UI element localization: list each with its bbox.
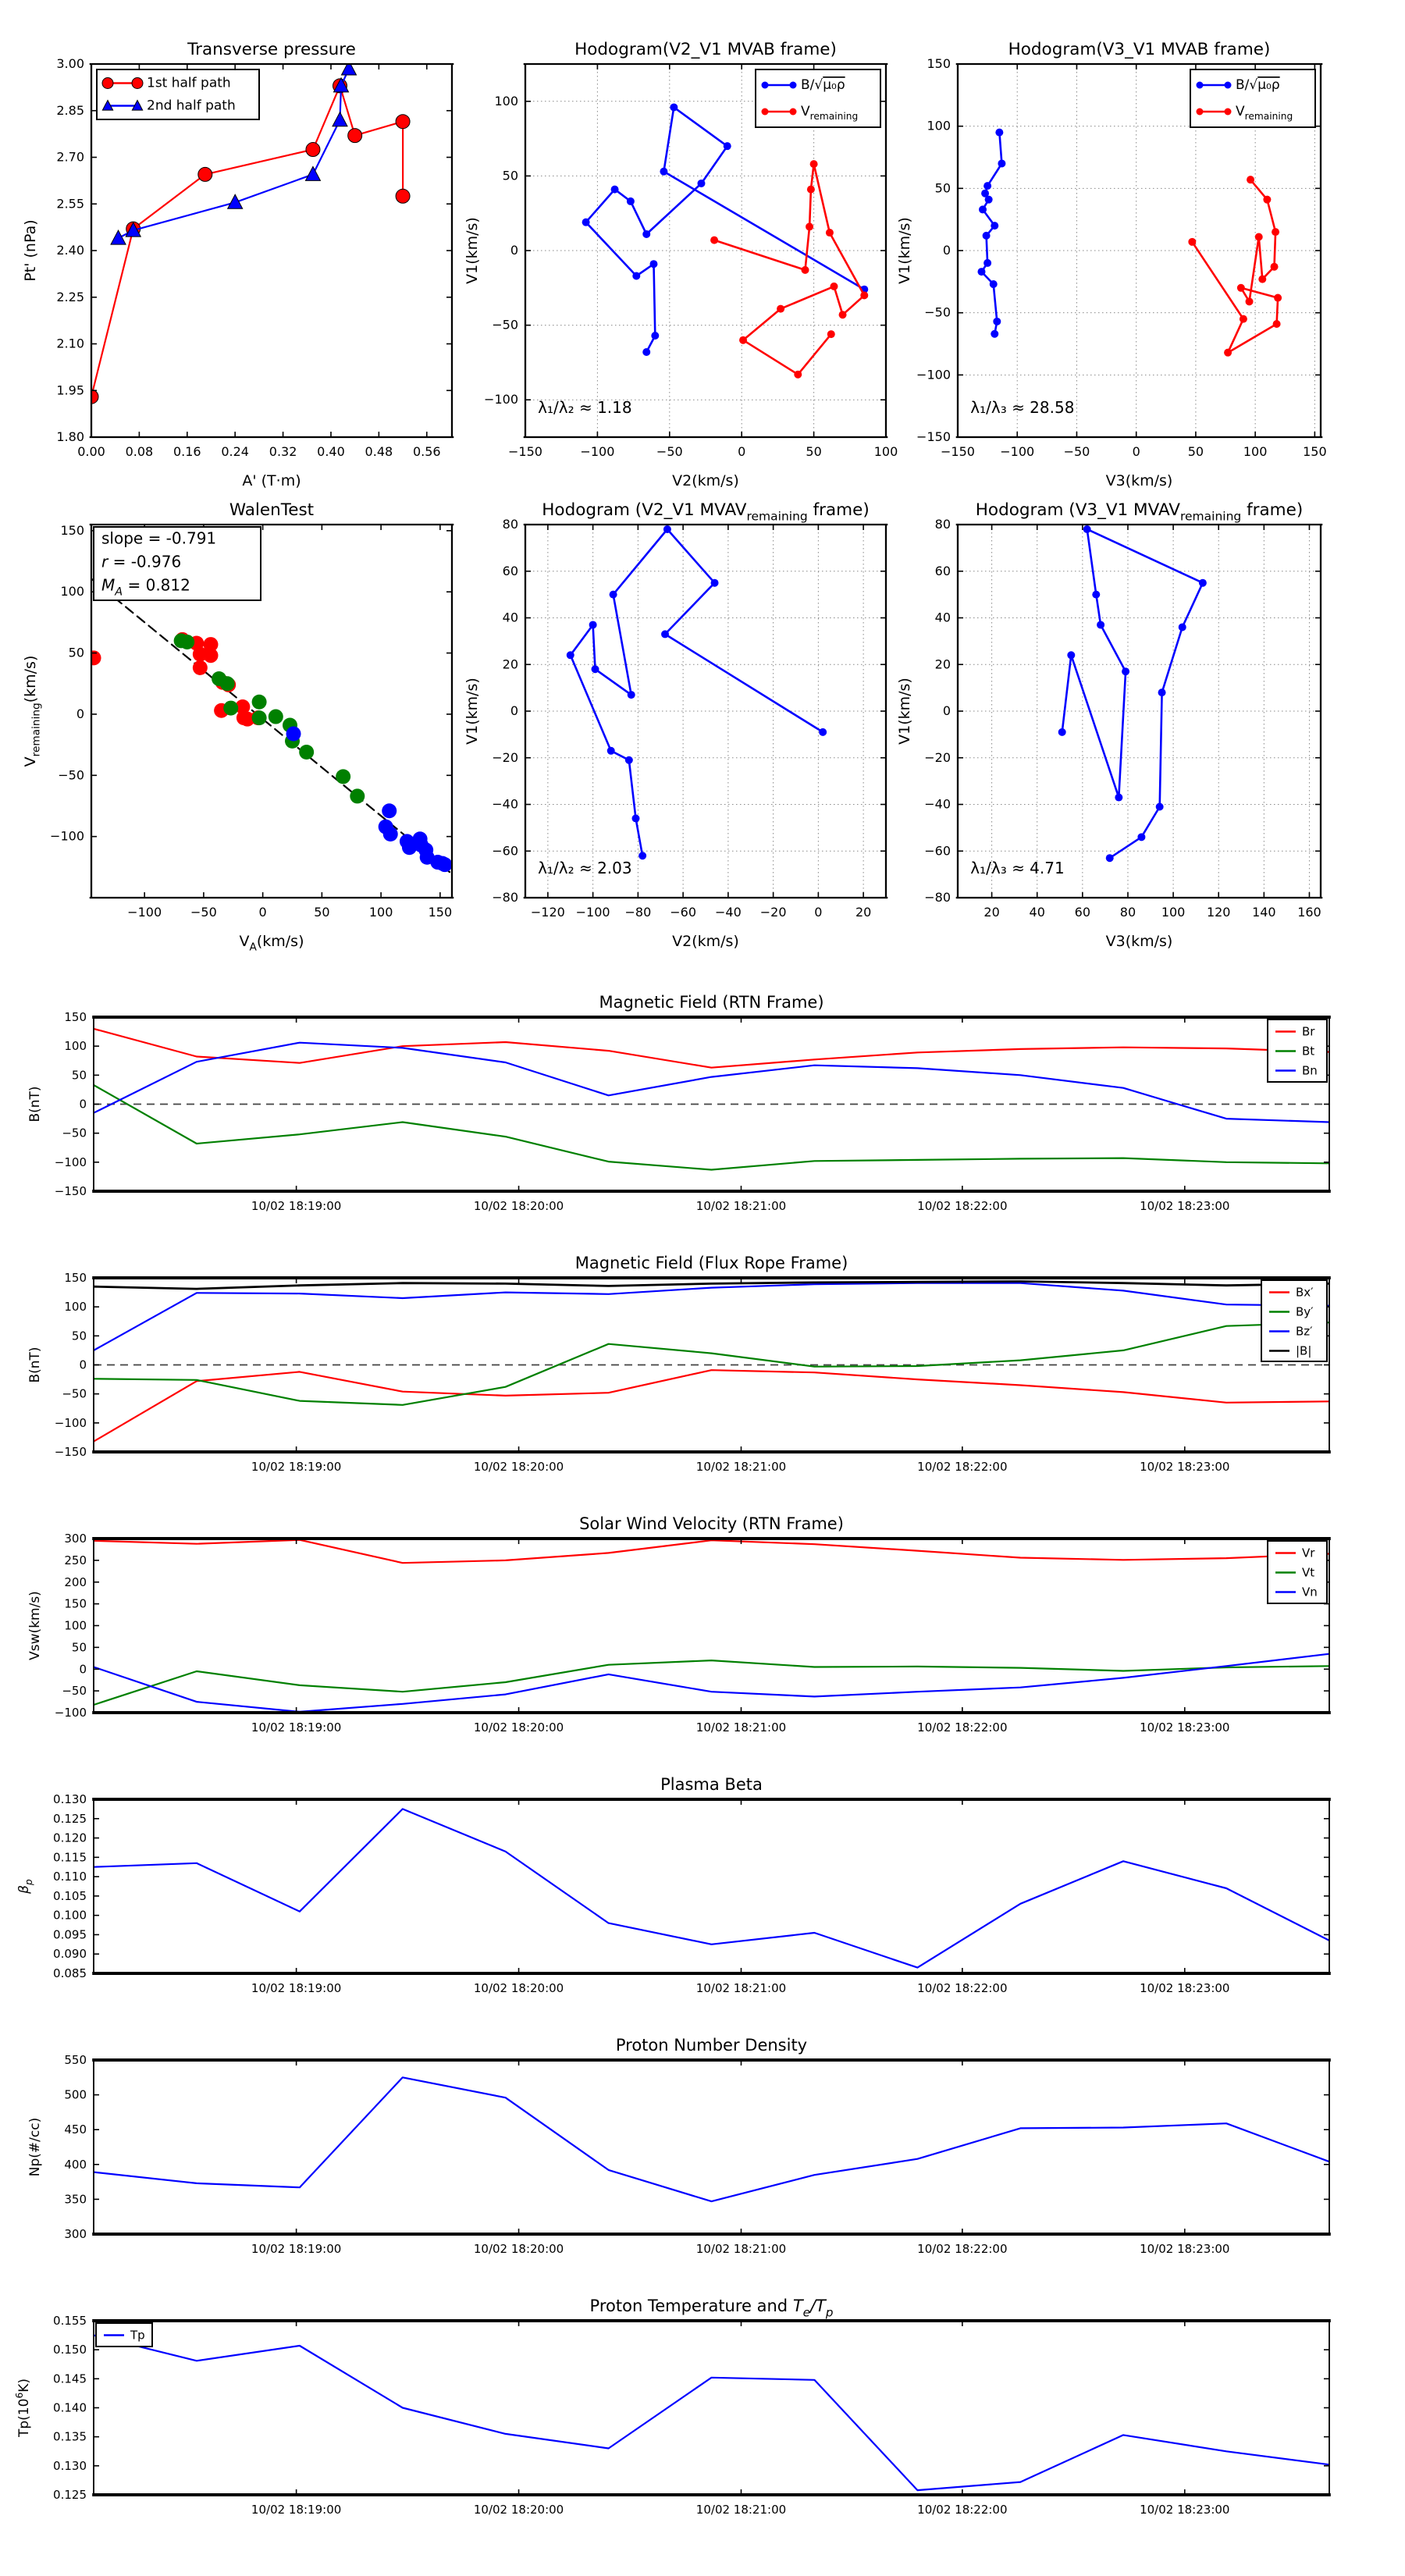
b-rtn-ytick-6: 150 (64, 1010, 87, 1024)
vsw-rtn-ytick-6: 200 (64, 1574, 87, 1589)
vsw-rtn-ylabel: Vsw(km/s) (27, 1591, 43, 1660)
b-fluxrope-xtick-3: 10/02 18:22:00 (917, 1460, 1008, 1474)
hodo-v2v1-mvav-xtick-2: −80 (624, 905, 652, 920)
b-fluxrope-xtick-2: 10/02 18:21:00 (695, 1460, 787, 1474)
plasma-beta-ytick-8: 0.125 (53, 1811, 87, 1826)
b-fluxrope-ytick-1: −100 (54, 1415, 87, 1430)
hodo-v2v1-mvav-ytick-1: −60 (492, 843, 518, 859)
plasma-beta-xtick-2: 10/02 18:21:00 (695, 1981, 787, 1995)
b-rtn-legend-label-2: Bn (1302, 1063, 1318, 1078)
vsw-rtn-legend (1268, 1541, 1327, 1603)
pt-curve-legend (97, 69, 259, 119)
vsw-rtn-xtick-1: 10/02 18:20:00 (473, 1720, 564, 1735)
walen-test-ytick-4: 100 (60, 584, 84, 600)
b-fluxrope-legend-label-0: Bx′ (1296, 1285, 1314, 1300)
plasma-beta-ticks (53, 1792, 1329, 1995)
hodo-v3v1-mvab-series-V remaining (1192, 180, 1278, 353)
hodo-v3v1-mvav-xtick-2: 60 (1074, 905, 1091, 920)
chart-plasma-beta (16, 1775, 1331, 1995)
b-rtn-ytick-5: 100 (64, 1039, 87, 1054)
chart-b-fluxrope (27, 1254, 1331, 1474)
chart-b-rtn (27, 993, 1331, 1213)
hodo-v3v1-mvav-ytick-8: 80 (934, 517, 951, 532)
hodo-v2v1-mvab-xtick-4: 50 (806, 444, 822, 459)
hodo-v2v1-mvab-legend-label-1: $V_{remaining}$ (801, 104, 859, 123)
walen-test-stats-line-0: slope = -0.791 (101, 528, 217, 548)
pt-curve-ytick-1: 1.95 (56, 382, 84, 398)
hodo-v2v1-mvab-series-V remaining (714, 164, 864, 375)
hodo-v2v1-mvav-xtick-3: −60 (670, 905, 697, 920)
b-fluxrope-ytick-3: 0 (79, 1357, 87, 1372)
pt-curve-ytick-0: 1.80 (56, 429, 84, 444)
vsw-rtn-xtick-3: 10/02 18:22:00 (917, 1720, 1008, 1735)
b-fluxrope-xtick-1: 10/02 18:20:00 (473, 1460, 564, 1474)
hodo-v2v1-mvav-ytick-4: 0 (510, 703, 518, 718)
hodo-v2v1-mvab-xtick-1: −100 (580, 444, 615, 459)
hodo-v2v1-mvab-xlabel: V2(km/s) (672, 472, 739, 489)
plasma-beta-xtick-1: 10/02 18:20:00 (473, 1981, 564, 1995)
vsw-rtn-ytick-5: 150 (64, 1596, 87, 1611)
plasma-beta-ytick-6: 0.115 (53, 1850, 87, 1865)
chart-hodo-v2v1-mvav (464, 500, 887, 950)
hodo-v3v1-mvab-xlabel: V3(km/s) (1105, 472, 1173, 489)
hodo-v3v1-mvab-ytick-1: −100 (916, 367, 951, 382)
hodo-v3v1-mvav-grid (958, 525, 1321, 898)
vsw-rtn-legend-label-2: Vn (1302, 1585, 1318, 1599)
proton-temp-xtick-1: 10/02 18:20:00 (473, 2503, 564, 2517)
hodo-v2v1-mvab-title: Hodogram(V2_V1 MVAB frame) (574, 40, 837, 59)
proton-density-xtick-0: 10/02 18:19:00 (251, 2242, 342, 2256)
b-fluxrope-legend-label-2: Bz′ (1296, 1324, 1313, 1339)
hodo-v3v1-mvav-title: Hodogram (V3_V1 $MVAV_{remaining}$ frame) (975, 500, 1304, 524)
proton-temp-xtick-0: 10/02 18:19:00 (251, 2503, 342, 2517)
proton-density-ytick-1: 350 (64, 2192, 87, 2207)
vsw-rtn-ytick-4: 100 (64, 1618, 87, 1633)
hodo-v2v1-mvab-ytick-4: 100 (494, 93, 518, 109)
proton-temp-ytick-4: 0.145 (53, 2371, 87, 2386)
pt-curve-title: Transverse pressure (187, 40, 356, 59)
hodo-v3v1-mvav-ytick-6: 40 (934, 610, 951, 625)
b-fluxrope-ytick-0: −150 (54, 1445, 87, 1459)
b-rtn-series-Br (94, 1029, 1329, 1068)
proton-temp-ytick-6: 0.155 (53, 2314, 87, 2328)
hodo-v3v1-mvav-xtick-5: 120 (1206, 905, 1231, 920)
hodo-v2v1-mvab-ytick-3: 50 (502, 168, 518, 183)
vsw-rtn-xtick-2: 10/02 18:21:00 (695, 1720, 787, 1735)
plasma-beta-title: Plasma Beta (660, 1775, 763, 1794)
hodo-v2v1-mvav-ytick-6: 40 (502, 610, 518, 625)
b-rtn-series-Bn (94, 1043, 1329, 1123)
vsw-rtn-xtick-0: 10/02 18:19:00 (251, 1720, 342, 1735)
proton-temp-legend-label-0: Tp (130, 2328, 145, 2343)
b-rtn-ticks (55, 1010, 1329, 1213)
b-fluxrope-legend-label-1: By′ (1296, 1304, 1314, 1319)
walen-test-xlabel: $V_A(km/s)$ (239, 933, 304, 954)
hodo-v3v1-mvab-legend-label-0: B/√μ₀ρ (1236, 77, 1280, 93)
hodo-v2v1-mvav-markers-V remaining path (567, 525, 827, 859)
proton-temp-legend (96, 2323, 152, 2347)
pt-curve-xlabel: A' (T·m) (242, 472, 301, 489)
b-rtn-xtick-0: 10/02 18:19:00 (251, 1199, 342, 1213)
hodo-v2v1-mvab-xtick-3: 0 (738, 444, 746, 459)
plasma-beta-ytick-1: 0.090 (53, 1947, 87, 1962)
hodo-v2v1-mvab-ytick-0: −100 (484, 392, 518, 407)
hodo-v3v1-mvab-xtick-5: 100 (1243, 444, 1268, 459)
vsw-rtn-ytick-7: 250 (64, 1553, 87, 1567)
hodo-v2v1-mvav-ytick-8: 80 (502, 517, 518, 532)
hodo-v2v1-mvav-ytick-7: 60 (502, 563, 518, 578)
b-fluxrope-ytick-5: 100 (64, 1300, 87, 1315)
b-fluxrope-ytick-4: 50 (71, 1329, 87, 1343)
hodo-v3v1-mvab-xtick-2: −50 (1063, 444, 1090, 459)
walen-test-ytick-3: 50 (68, 645, 84, 660)
proton-density-ytick-0: 300 (64, 2227, 87, 2241)
hodo-v2v1-mvav-xtick-0: −120 (530, 905, 565, 920)
b-rtn-ylabel: B(nT) (27, 1086, 43, 1123)
vsw-rtn-series-Vt (94, 1660, 1329, 1705)
chart-proton-temp (14, 2297, 1331, 2517)
pt-curve-ytick-2: 2.10 (56, 336, 84, 351)
plasma-beta-ytick-9: 0.130 (53, 1792, 87, 1806)
proton-density-xtick-2: 10/02 18:21:00 (695, 2242, 787, 2256)
proton-temp-ylabel: $Tp(10^6K)$ (13, 2379, 32, 2437)
b-rtn-xtick-2: 10/02 18:21:00 (695, 1199, 787, 1213)
b-fluxrope-ytick-6: 150 (64, 1271, 87, 1285)
b-fluxrope-xtick-4: 10/02 18:23:00 (1140, 1460, 1230, 1474)
walen-test-ytick-2: 0 (76, 706, 84, 721)
pt-curve-markers-1st half path (84, 79, 410, 404)
b-rtn-legend-label-0: Br (1302, 1024, 1315, 1039)
vsw-rtn-title: Solar Wind Velocity (RTN Frame) (579, 1514, 844, 1533)
proton-density-ytick-3: 450 (64, 2122, 87, 2137)
vsw-rtn-legend-label-0: Vr (1302, 1546, 1315, 1560)
b-fluxrope-ytick-2: −50 (62, 1386, 87, 1401)
pt-curve-xtick-6: 0.48 (365, 444, 393, 459)
b-fluxrope-ticks (55, 1271, 1329, 1474)
hodo-v2v1-mvav-ytick-0: −80 (492, 890, 518, 905)
hodo-v3v1-mvav-ytick-7: 60 (934, 563, 951, 578)
b-rtn-legend (1268, 1019, 1327, 1082)
chart-hodo-v3v1-mvav (896, 500, 1322, 950)
walen-test-xtick-5: 150 (428, 905, 453, 920)
hodo-v2v1-mvav-series-V remaining path (571, 529, 823, 856)
proton-temp-spines (92, 2321, 1331, 2495)
hodo-v2v1-mvab-xtick-0: −150 (508, 444, 542, 459)
proton-temp-ytick-5: 0.150 (53, 2343, 87, 2357)
hodo-v2v1-mvav-grid (525, 525, 886, 898)
b-fluxrope-series-Bz′ (94, 1283, 1329, 1350)
proton-density-xtick-4: 10/02 18:23:00 (1140, 2242, 1230, 2256)
hodo-v3v1-mvav-ytick-1: −60 (924, 843, 951, 859)
walen-test-xtick-1: −50 (190, 905, 217, 920)
walen-test-xtick-3: 50 (314, 905, 330, 920)
plasma-beta-spines (92, 1799, 1331, 1973)
vsw-rtn-ytick-3: 50 (71, 1640, 87, 1655)
hodo-v2v1-mvav-xtick-6: 0 (814, 905, 823, 920)
hodo-v3v1-mvab-ytick-3: 0 (942, 243, 951, 258)
proton-temp-xtick-3: 10/02 18:22:00 (917, 2503, 1008, 2517)
hodo-v3v1-mvav-xtick-1: 40 (1029, 905, 1045, 920)
pt-curve-xtick-4: 0.32 (269, 444, 297, 459)
hodo-v2v1-mvab-annotation-0: λ₁/λ₂ ≈ 1.18 (538, 397, 632, 417)
pt-curve-xtick-3: 0.24 (221, 444, 249, 459)
vsw-rtn-ticks (55, 1532, 1329, 1735)
plasma-beta-series-beta p (94, 1809, 1329, 1967)
hodo-v2v1-mvab-markers-V remaining (710, 160, 868, 379)
hodo-v3v1-mvav-ytick-0: −80 (924, 890, 951, 905)
proton-density-spines (92, 2060, 1331, 2234)
b-rtn-ytick-4: 50 (71, 1068, 87, 1083)
pt-curve-ytick-8: 3.00 (56, 56, 84, 71)
hodo-v2v1-mvav-xtick-1: −100 (575, 905, 610, 920)
pt-curve-legend-label-1: 2nd half path (147, 98, 236, 114)
hodo-v2v1-mvav-ytick-3: −20 (492, 749, 518, 765)
pt-curve-ytick-3: 2.25 (56, 289, 84, 304)
b-rtn-ytick-3: 0 (79, 1097, 87, 1112)
chart-proton-density (27, 2036, 1331, 2256)
hodo-v3v1-mvav-xtick-0: 20 (984, 905, 1000, 920)
hodo-v3v1-mvav-xtick-7: 160 (1297, 905, 1321, 920)
plasma-beta-xtick-3: 10/02 18:22:00 (917, 1981, 1008, 1995)
hodo-v2v1-mvav-ylabel: V1(km/s) (464, 678, 481, 745)
pt-curve-xtick-1: 0.08 (125, 444, 154, 459)
hodo-v2v1-mvav-ytick-2: −40 (492, 796, 518, 812)
walen-test-xtick-2: 0 (258, 905, 267, 920)
proton-density-xtick-1: 10/02 18:20:00 (473, 2242, 564, 2256)
hodo-v2v1-mvav-xtick-4: −40 (714, 905, 742, 920)
hodo-v2v1-mvav-xtick-5: −20 (759, 905, 787, 920)
hodo-v2v1-mvav-xtick-7: 20 (855, 905, 872, 920)
proton-temp-title: Proton Temperature and $T_e/T_p$ (589, 2297, 834, 2320)
hodo-v3v1-mvav-markers-V remaining path (1058, 525, 1207, 862)
b-rtn-xtick-3: 10/02 18:22:00 (917, 1199, 1008, 1213)
walen-test-ytick-0: −100 (50, 828, 84, 844)
walen-test-xtick-4: 100 (368, 905, 393, 920)
vsw-rtn-series-Vr (94, 1540, 1329, 1564)
hodo-v3v1-mvab-ytick-6: 150 (927, 56, 951, 71)
pt-curve-ytick-6: 2.70 (56, 149, 84, 165)
hodo-v3v1-mvav-series-V remaining path (1062, 529, 1203, 858)
hodo-v3v1-mvav-ytick-3: −20 (924, 749, 951, 765)
b-fluxrope-xtick-0: 10/02 18:19:00 (251, 1460, 342, 1474)
pt-curve-ylabel: Pt' (nPa) (22, 219, 39, 282)
proton-density-series-Np (94, 2077, 1329, 2201)
pt-curve-xtick-2: 0.16 (173, 444, 201, 459)
b-rtn-xtick-1: 10/02 18:20:00 (473, 1199, 564, 1213)
hodo-v3v1-mvab-ytick-0: −150 (916, 429, 951, 444)
vsw-rtn-xtick-4: 10/02 18:23:00 (1140, 1720, 1230, 1735)
walen-test-title: WalenTest (229, 500, 315, 520)
proton-density-xtick-3: 10/02 18:22:00 (917, 2242, 1008, 2256)
pt-curve-ytick-7: 2.85 (56, 102, 84, 118)
hodo-v2v1-mvav-title: Hodogram (V2_V1 $MVAV_{remaining}$ frame) (542, 500, 870, 524)
vsw-rtn-ytick-8: 300 (64, 1532, 87, 1546)
proton-density-title: Proton Number Density (615, 2036, 808, 2055)
pt-curve-ytick-4: 2.40 (56, 243, 84, 258)
walen-test-ytick-1: −50 (58, 767, 84, 783)
hodo-v2v1-mvab-ytick-1: −50 (492, 317, 518, 333)
hodo-v2v1-mvab-legend-label-0: B/√μ₀ρ (801, 77, 845, 93)
hodo-v3v1-mvav-spines (956, 525, 1323, 898)
hodo-v2v1-mvav-xlabel: V2(km/s) (672, 933, 739, 950)
b-fluxrope-legend-label-3: |B| (1296, 1343, 1312, 1358)
b-rtn-ytick-0: −150 (54, 1184, 87, 1198)
hodo-v3v1-mvab-xtick-4: 50 (1187, 444, 1204, 459)
hodo-v3v1-mvab-xtick-1: −100 (1000, 444, 1035, 459)
plasma-beta-xtick-0: 10/02 18:19:00 (251, 1981, 342, 1995)
walen-test-stats-line-1: r = -0.976 (101, 552, 182, 571)
b-rtn-ytick-1: −100 (54, 1155, 87, 1169)
pt-curve-ytick-5: 2.55 (56, 196, 84, 212)
proton-temp-ytick-0: 0.125 (53, 2488, 87, 2502)
plasma-beta-ytick-0: 0.085 (53, 1966, 87, 1980)
hodo-v2v1-mvab-xtick-5: 100 (873, 444, 898, 459)
plasma-beta-ytick-4: 0.105 (53, 1888, 87, 1903)
hodo-v3v1-mvab-xtick-6: 150 (1303, 444, 1327, 459)
plasma-beta-ytick-7: 0.120 (53, 1831, 87, 1845)
plasma-beta-ytick-2: 0.095 (53, 1927, 87, 1942)
hodo-v2v1-mvab-xtick-2: −50 (656, 444, 683, 459)
walen-test-stats-box (94, 527, 261, 600)
pt-curve-xtick-7: 0.56 (412, 444, 441, 459)
chart-pt-curve (22, 40, 454, 489)
b-rtn-series-Bt (94, 1085, 1329, 1170)
hodo-v3v1-mvav-annotation-0: λ₁/λ₃ ≈ 4.71 (970, 858, 1065, 877)
walen-test-stats-line-2: $M_A = 0.812$ (101, 575, 190, 599)
vsw-rtn-legend-label-1: Vt (1302, 1565, 1315, 1580)
hodo-v3v1-mvav-ytick-5: 20 (934, 656, 951, 672)
plasma-beta-ytick-5: 0.110 (53, 1870, 87, 1884)
hodo-v2v1-mvab-ylabel: V1(km/s) (464, 217, 481, 284)
proton-density-ytick-4: 500 (64, 2087, 87, 2102)
hodo-v3v1-mvab-xtick-0: −150 (941, 444, 975, 459)
hodo-v3v1-mvab-ytick-2: −50 (924, 304, 951, 320)
b-rtn-ytick-2: −50 (62, 1126, 87, 1140)
vsw-rtn-ytick-0: −100 (54, 1706, 87, 1720)
b-fluxrope-ylabel: B(nT) (27, 1347, 43, 1383)
hodo-v3v1-mvav-ylabel: V1(km/s) (896, 678, 913, 745)
hodo-v3v1-mvav-xtick-3: 80 (1119, 905, 1136, 920)
hodo-v3v1-mvab-legend (1190, 69, 1315, 127)
chart-hodo-v2v1-mvab (464, 40, 898, 489)
proton-temp-ticks (53, 2314, 1329, 2517)
proton-temp-xtick-4: 10/02 18:23:00 (1140, 2503, 1230, 2517)
chart-hodo-v3v1-mvab (896, 40, 1327, 489)
proton-density-ytick-2: 400 (64, 2157, 87, 2172)
hodo-v3v1-mvav-ytick-2: −40 (924, 796, 951, 812)
proton-density-ylabel: Np(#/cc) (27, 2117, 43, 2177)
b-rtn-xtick-4: 10/02 18:23:00 (1140, 1199, 1230, 1213)
b-rtn-legend-label-1: Bt (1302, 1044, 1315, 1059)
vsw-rtn-ytick-2: 0 (79, 1662, 87, 1677)
hodo-v3v1-mvav-xtick-4: 100 (1161, 905, 1186, 920)
hodo-v3v1-mvav-xtick-6: 140 (1252, 905, 1276, 920)
hodo-v3v1-mvav-ytick-4: 0 (942, 703, 951, 718)
b-fluxrope-series-By′ (94, 1322, 1329, 1405)
proton-temp-ytick-3: 0.140 (53, 2400, 87, 2415)
walen-test-ylabel: $V_{remaining}(km/s)$ (22, 655, 43, 767)
hodo-v3v1-mvab-ytick-5: 100 (927, 118, 951, 133)
walen-test-markers-first-half points (87, 632, 266, 727)
walen-test-ytick-5: 150 (60, 522, 84, 538)
b-fluxrope-legend (1261, 1280, 1327, 1361)
hodo-v3v1-mvab-title: Hodogram(V3_V1 MVAB frame) (1008, 40, 1271, 59)
pt-curve-xtick-5: 0.40 (317, 444, 345, 459)
proton-temp-xtick-2: 10/02 18:21:00 (695, 2503, 787, 2517)
hodo-v3v1-mvab-xtick-3: 0 (1132, 444, 1140, 459)
walen-test-xtick-0: −100 (127, 905, 162, 920)
chart-walen-test (22, 500, 454, 954)
hodo-v3v1-mvab-ytick-4: 50 (934, 180, 951, 196)
hodo-v3v1-mvab-annotation-0: λ₁/λ₃ ≈ 28.58 (970, 397, 1075, 417)
b-rtn-title: Magnetic Field (RTN Frame) (599, 993, 824, 1012)
pt-curve-legend-label-0: 1st half path (147, 75, 231, 91)
proton-density-ytick-5: 550 (64, 2053, 87, 2067)
plasma-beta-xtick-4: 10/02 18:23:00 (1140, 1981, 1230, 1995)
hodo-v2v1-mvab-ytick-2: 0 (510, 243, 518, 258)
hodo-v2v1-mvav-annotation-0: λ₁/λ₂ ≈ 2.03 (538, 858, 632, 877)
hodo-v3v1-mvav-xlabel: V3(km/s) (1105, 933, 1173, 950)
hodo-v3v1-mvab-markers-B/sqrt(mu0 rho) (977, 129, 1005, 338)
pt-curve-xtick-0: 0.00 (77, 444, 105, 459)
plasma-beta-ytick-3: 0.100 (53, 1908, 87, 1923)
vsw-rtn-ytick-1: −50 (62, 1684, 87, 1699)
plasma-beta-ylabel: $\beta_p$ (16, 1879, 35, 1894)
hodo-v3v1-mvab-ylabel: V1(km/s) (896, 217, 913, 284)
b-fluxrope-series-Bx′ (94, 1370, 1329, 1441)
proton-temp-ytick-1: 0.130 (53, 2458, 87, 2473)
hodo-v2v1-mvav-ytick-5: 20 (502, 656, 518, 672)
walen-test-series-fit line (91, 575, 450, 872)
hodo-v2v1-mvab-markers-B/sqrt(mu0 rho) (582, 103, 869, 356)
vsw-rtn-spines (92, 1539, 1331, 1713)
chart-vsw-rtn (27, 1514, 1331, 1735)
proton-temp-series-Tp (94, 2336, 1329, 2491)
hodo-v2v1-mvab-legend (756, 69, 880, 127)
proton-density-ticks (64, 2053, 1329, 2256)
b-fluxrope-title: Magnetic Field (Flux Rope Frame) (574, 1254, 848, 1272)
hodo-v3v1-mvab-legend-label-1: $V_{remaining}$ (1236, 104, 1293, 123)
proton-temp-ytick-2: 0.135 (53, 2429, 87, 2444)
